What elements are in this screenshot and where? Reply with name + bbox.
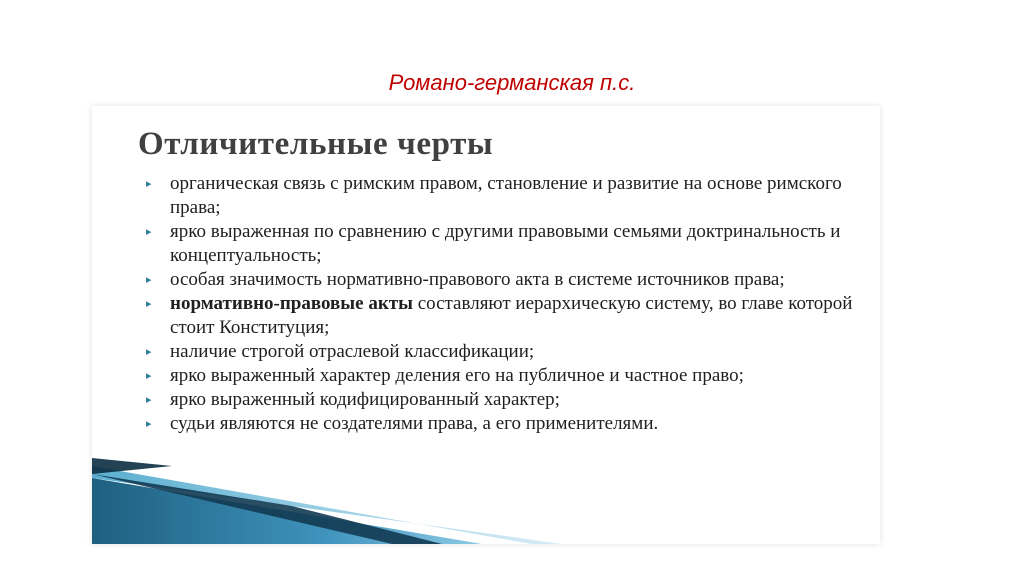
triangle-right-icon: ▸ [146,346,152,358]
list-item-text: ярко выраженная по сравнению с другими правовыми семьями доктринальность и концептуальность; [170,221,841,266]
list-item-bold-text: нормативно-правовые акты [170,293,413,314]
list-item-text: составляют иерархическую систему, во главе которой стоит Конституция; [170,293,853,338]
content-image [92,106,880,544]
list-item [142,268,862,292]
triangle-right-icon: ▸ [146,178,152,190]
list-item-text: особая значимость нормативно-правового акта в системе источников права; [170,269,785,290]
list-item-text: наличие строгой отраслевой классификации; [170,341,535,362]
slide-title: Романо-германская п.с. [388,70,636,95]
triangle-right-icon: ▸ [146,226,152,238]
list-item [142,292,862,340]
list-item [142,220,862,268]
triangle-right-icon: ▸ [146,418,152,430]
triangle-right-icon: ▸ [146,394,152,406]
list-item-text: ярко выраженный характер деления его на публичное и частное право; [170,365,744,386]
list-item [142,388,862,412]
triangle-right-icon: ▸ [146,274,152,286]
list-item [142,412,862,436]
list-item-text: ярко выраженный кодифицированный характер; [170,389,560,410]
list-item [142,172,862,220]
list-item-text: органическая связь с римским правом, становление и развитие на основе римского права; [170,173,842,218]
content-heading: Отличительные черты [138,126,494,162]
triangle-right-icon: ▸ [146,298,152,310]
list-item-text: судьи являются не создателями права, а его применителями. [170,413,659,434]
features-list [142,172,862,436]
list-item [142,364,862,388]
triangle-right-icon: ▸ [146,370,152,382]
list-item [142,340,862,364]
